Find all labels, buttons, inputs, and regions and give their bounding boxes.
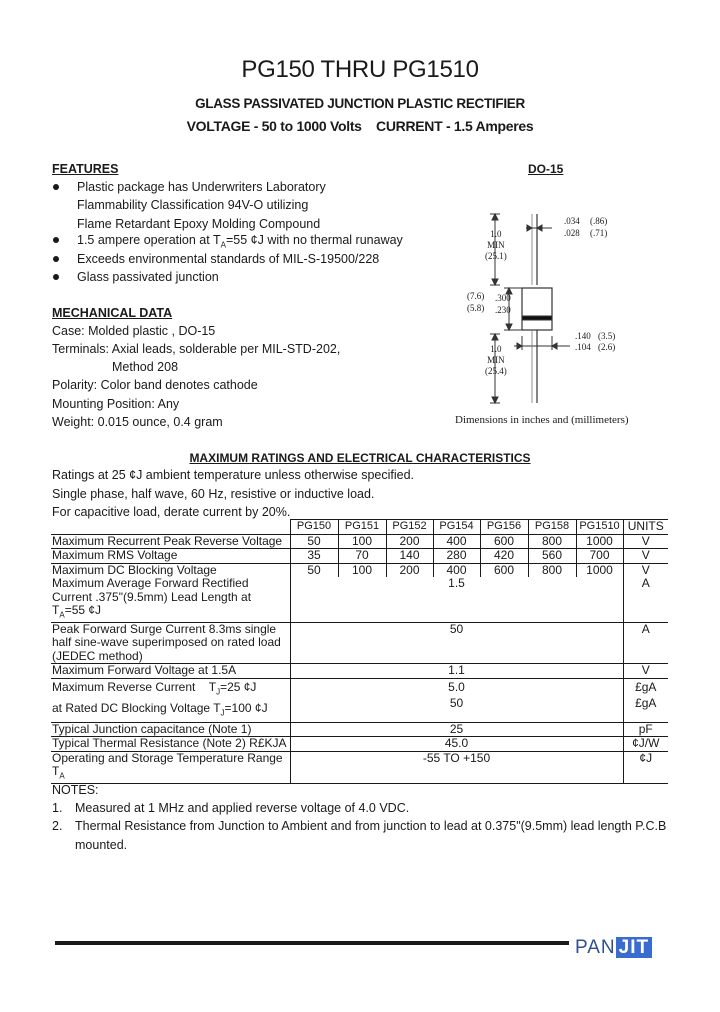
page-title: PG150 THRU PG1510 bbox=[241, 56, 479, 83]
row-label: Maximum DC Blocking Voltage bbox=[52, 562, 217, 577]
bullet-icon bbox=[53, 256, 59, 262]
note-text: Measured at 1 MHz and applied reverse voltage of 4.0 VDC. bbox=[75, 801, 410, 815]
cell-value: 800 bbox=[528, 534, 576, 549]
cell-value: 600 bbox=[480, 534, 528, 549]
mechanical-line: Weight: 0.015 ounce, 0.4 gram bbox=[52, 415, 223, 429]
feature-line: Glass passivated junction bbox=[77, 270, 219, 284]
ratings-intro-line: For capacitive load, derate current by 20%. bbox=[52, 505, 291, 519]
column-header: PG152 bbox=[386, 520, 433, 535]
cell-value: 420 bbox=[480, 549, 528, 564]
lead-length-top-dim: 1.0 MIN (25.1) bbox=[485, 229, 507, 261]
cell-value: 100 bbox=[338, 563, 386, 577]
note-text: mounted. bbox=[75, 838, 128, 852]
cell-unit: ¢J/W bbox=[623, 737, 668, 752]
cell-value: 400 bbox=[433, 534, 480, 549]
cell-unit: V bbox=[623, 534, 668, 549]
cell-value: 560 bbox=[528, 549, 576, 564]
cell-value: 50 bbox=[290, 534, 338, 549]
cell-unit: V bbox=[623, 563, 668, 577]
cell-value: 280 bbox=[433, 549, 480, 564]
note-number: 1. bbox=[52, 801, 63, 815]
ratings-heading: MAXIMUM RATINGS AND ELECTRICAL CHARACTERISTICS bbox=[189, 451, 531, 465]
cell-value: 140 bbox=[386, 549, 433, 564]
cell-unit: V bbox=[623, 664, 668, 679]
body-dia-mm-dim: (3.5) (2.6) bbox=[598, 331, 616, 352]
body-dia-in-dim: .140 .104 bbox=[575, 331, 591, 352]
cell-value: 400 bbox=[433, 563, 480, 577]
feature-line: Flammability Classification 94V-O utilizing bbox=[77, 198, 309, 212]
row-label: Maximum Average Forward Rectified Current .375"(9.5mm) Lead Length at $T_A=55$ ¢J bbox=[51, 577, 290, 622]
table-row bbox=[51, 678, 668, 722]
cell-value: 100 bbox=[338, 534, 386, 549]
table-row bbox=[51, 722, 668, 737]
cell-value: 1000 bbox=[576, 534, 623, 549]
bullet-icon bbox=[53, 274, 59, 280]
row-label: Operating and Storage Temperature Range $T_A$ bbox=[51, 751, 290, 783]
panjit-logo: PAN JIT bbox=[575, 937, 652, 959]
cell-unit: £gA £gA bbox=[623, 678, 668, 722]
feature-line: Plastic package has Underwriters Laboratory bbox=[77, 180, 326, 194]
table-row bbox=[51, 549, 668, 564]
ratings-table bbox=[51, 519, 668, 784]
features-heading: FEATURES bbox=[52, 162, 119, 176]
column-header: PG1510 bbox=[576, 520, 623, 535]
row-label: Peak Forward Surge Current 8.3ms single half sine-wave superimposed on rated load (JEDEC method) bbox=[51, 622, 290, 664]
cell-unit: ¢J bbox=[623, 751, 668, 783]
ratings-intro-line: Ratings at 25 ¢J ambient temperature unless otherwise specified. bbox=[52, 468, 414, 482]
lead-dia-mm-dim: (.86) (.71) bbox=[590, 216, 608, 238]
row-label: Maximum Forward Voltage at 1.5A bbox=[51, 664, 290, 679]
cell-value: 600 bbox=[480, 563, 528, 577]
table-row bbox=[51, 622, 668, 664]
table-row bbox=[51, 563, 668, 577]
mechanical-line: Terminals: Axial leads, solderable per MIL-STD-202, bbox=[52, 342, 341, 356]
cell-value: 50 bbox=[290, 563, 338, 577]
cell-value: 25 bbox=[290, 722, 623, 737]
body-length-in-dim: .300 .230 bbox=[495, 293, 511, 315]
cell-value: 35 bbox=[290, 549, 338, 564]
cell-value: 1000 bbox=[576, 563, 623, 577]
column-header: PG154 bbox=[433, 520, 480, 535]
note-number: 2. bbox=[52, 819, 63, 833]
table-row bbox=[51, 577, 668, 622]
footer-rule bbox=[55, 941, 569, 945]
column-header: UNITS bbox=[623, 520, 668, 535]
table-row bbox=[51, 534, 668, 549]
mechanical-line: Mounting Position: Any bbox=[52, 397, 180, 411]
feature-line: Exceeds environmental standards of MIL-S-19500/228 bbox=[77, 252, 380, 266]
cell-value: 700 bbox=[576, 549, 623, 564]
cell-unit: A bbox=[623, 622, 668, 664]
table-row bbox=[51, 737, 668, 752]
cell-value: 45.0 bbox=[290, 737, 623, 752]
feature-line: 1.5 ampere operation at $T_A=55$ ¢J with no thermal runaway bbox=[77, 233, 403, 250]
column-header: PG158 bbox=[528, 520, 576, 535]
dimension-caption: Dimensions in inches and (millimeters) bbox=[455, 414, 629, 426]
cell-unit: A bbox=[623, 577, 668, 622]
cell-value: 1.5 bbox=[290, 577, 623, 622]
cell-value: 200 bbox=[386, 534, 433, 549]
row-label: Maximum Reverse Current $T_J=25$ ¢J at Rated DC Blocking Voltage $T_J=100$ ¢J bbox=[51, 678, 290, 722]
body-length-mm-dim: (7.6) (5.8) bbox=[467, 291, 485, 313]
mechanical-line: Polarity: Color band denotes cathode bbox=[52, 378, 258, 392]
feature-line: Flame Retardant Epoxy Molding Compound bbox=[77, 217, 321, 231]
product-subtitle: GLASS PASSIVATED JUNCTION PLASTIC RECTIFIER bbox=[195, 96, 525, 111]
column-header: PG156 bbox=[480, 520, 528, 535]
lead-dia-in-dim: .034 .028 bbox=[564, 216, 580, 238]
cell-value: 200 bbox=[386, 563, 433, 577]
cell-unit: V bbox=[623, 549, 668, 564]
table-row bbox=[51, 664, 668, 679]
lead-length-bottom-dim: 1.0 MIN (25.4) bbox=[485, 344, 507, 376]
cell-value: -55 TO +150 bbox=[290, 751, 623, 783]
note-text: Thermal Resistance from Junction to Ambient and from junction to lead at 0.375"(9.5mm) lead length P.C.B bbox=[75, 819, 667, 833]
cell-value: 800 bbox=[528, 563, 576, 577]
notes-heading: NOTES: bbox=[52, 783, 99, 797]
row-label: Maximum RMS Voltage bbox=[51, 549, 290, 564]
mechanical-heading: MECHANICAL DATA bbox=[52, 306, 173, 320]
table-header-row bbox=[51, 520, 668, 535]
ratings-intro-line: Single phase, half wave, 60 Hz, resistive or inductive load. bbox=[52, 487, 375, 501]
row-label: Typical Junction capacitance (Note 1) bbox=[51, 722, 290, 737]
bullet-icon bbox=[53, 237, 59, 243]
column-header: PG150 bbox=[290, 520, 338, 535]
cell-value: 5.0 50 bbox=[290, 678, 623, 722]
cell-unit: pF bbox=[623, 722, 668, 737]
mechanical-line: Case: Molded plastic , DO-15 bbox=[52, 324, 216, 338]
mechanical-line: Method 208 bbox=[112, 360, 179, 374]
table-row bbox=[51, 751, 668, 783]
row-label: Typical Thermal Resistance (Note 2) R£KJA bbox=[51, 737, 290, 752]
package-label: DO-15 bbox=[528, 162, 564, 176]
column-header: PG151 bbox=[338, 520, 386, 535]
row-label: Maximum Recurrent Peak Reverse Voltage bbox=[51, 534, 290, 549]
cell-value: 50 bbox=[290, 622, 623, 664]
cell-value: 1.1 bbox=[290, 664, 623, 679]
bullet-icon bbox=[53, 184, 59, 190]
voltage-current-line: VOLTAGE - 50 to 1000 Volts CURRENT - 1.5 Amperes bbox=[186, 118, 534, 134]
cell-value: 70 bbox=[338, 549, 386, 564]
